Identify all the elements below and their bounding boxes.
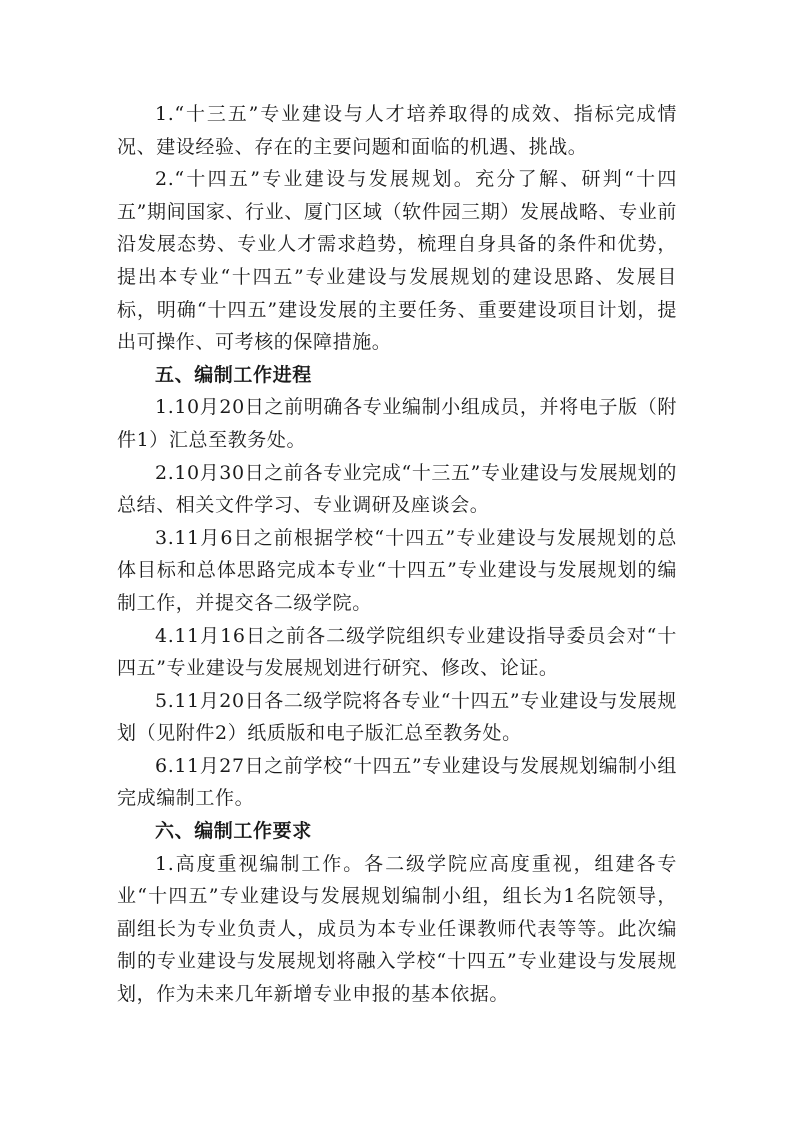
section-heading-schedule: 五、编制工作进程	[155, 363, 312, 386]
document-body	[117, 98, 677, 1011]
schedule-item-6: 6.11月27日之前学校“十四五”专业建设与发展规划编制小组完成编制工作。	[117, 754, 677, 810]
section-heading-requirements: 六、编制工作要求	[155, 820, 312, 843]
schedule-item-4: 4.11月16日之前各二级学院组织专业建设指导委员会对“十四五”专业建设与发展规划进行研究、修改、论证。	[117, 624, 677, 680]
schedule-item-5: 5.11月20日各二级学院将各专业“十四五”专业建设与发展规划（见附件2）纸质版和电子版汇总至教务处。	[117, 689, 677, 745]
requirement-item-1: 1.高度重视编制工作。各二级学院应高度重视，组建各专业“十四五”专业建设与发展规划编制小组，组长为1名院领导，副组长为专业负责人，成员为本专业任课教师代表等等。此次编制的专业建设与发展规划将融入学校“十四五”专业建设与发展规划，作为未来几年新增专业申报的基本依据。	[117, 852, 677, 1006]
schedule-item-2: 2.10月30日之前各专业完成“十三五”专业建设与发展规划的总结、相关文件学习、专业调研及座谈会。	[117, 461, 677, 517]
schedule-item-3: 3.11月6日之前根据学校“十四五”专业建设与发展规划的总体目标和总体思路完成本专业“十四五”专业建设与发展规划的编制工作，并提交各二级学院。	[117, 526, 677, 614]
paragraph-achievements: 1.“十三五”专业建设与人才培养取得的成效、指标完成情况、建设经验、存在的主要问题和面临的机遇、挑战。	[117, 103, 677, 158]
paragraph-plan: 2.“十四五”专业建设与发展规划。充分了解、研判“十四五”期间国家、行业、厦门区域（软件园三期）发展战略、专业前沿发展态势、专业人才需求趋势，梳理自身具备的条件和优势，提出本专业“十四五”专业建设与发展规划的建设思路、发展目标，明确“十四五”建设发展的主要任务、重要建设项目计划，提出可操作、可考核的保障措施。	[117, 168, 677, 354]
schedule-item-1: 1.10月20日之前明确各专业编制小组成员，并将电子版（附件1）汇总至教务处。	[117, 396, 677, 451]
